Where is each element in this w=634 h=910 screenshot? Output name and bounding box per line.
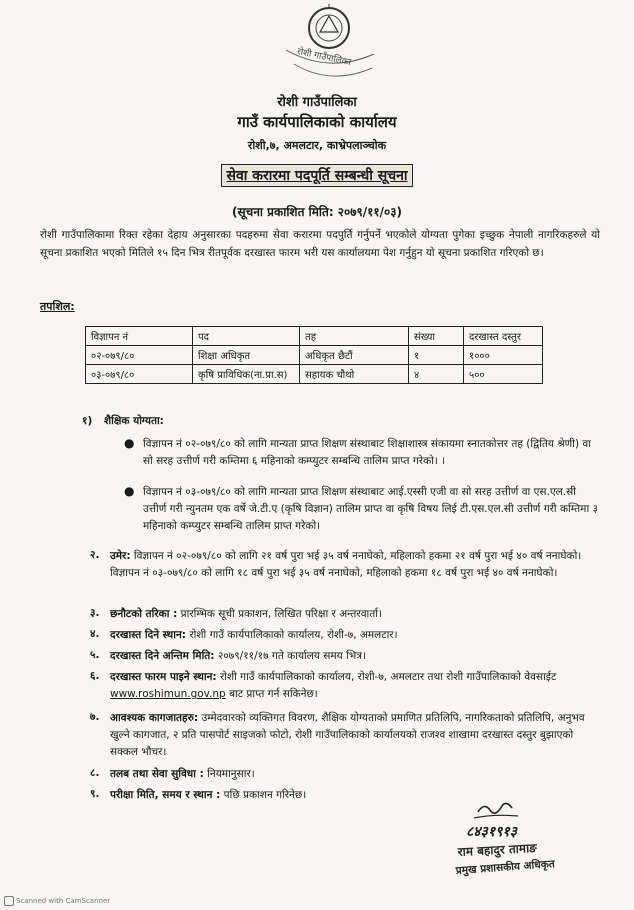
table-cell: ०२-०७९/८० [86,346,193,365]
table-row [86,346,543,365]
section-number: २. [90,549,100,561]
municipality-seal-icon [276,2,382,92]
deadline [110,648,598,665]
table-row [86,365,543,384]
section-number: ३. [90,607,100,619]
table-cell: ४ [409,365,464,384]
bullet-icon: ● [124,484,135,498]
table-cell: शिक्षा अधिकृत [193,346,300,365]
section-number: ६. [90,670,100,682]
salary-text: नियमानुसार। [207,768,255,780]
signature-stamp [438,800,598,882]
table-cell: कृषि प्राविधिक(ना.प्रा.स) [193,365,300,384]
section-number: ५. [90,649,100,661]
salary-label: तलब तथा सेवा सुविधा : [110,768,204,780]
office-name: गाउँ कार्यपालिकाको कार्यालय [237,113,397,131]
education-item: विज्ञापन नं ०३-०७९/८० को लागि मान्यता प्राप्त शिक्षण संस्थाबाट आई.एस्सी एजी वा सो सरह उत्तीर्ण वा एस.एल.सी उत्तीर्ण गरी न्युनतम एक वर्षे जे.टी.ए (कृषि विज्ञान) तालिम प्राप्त वा कृषि विषय लिई टी.एस.एल.सी उत्तीर्ण गरी कम्तिमा ३ महिनाको कम्प्युटर सम्बन्धि तालिम प्राप्त गरेको। [143,486,598,532]
details-label: तपशिल: [40,300,75,313]
seal-text: रोशी गाउँपालिका [296,46,352,69]
table-cell: सहायक चौथो [300,365,409,384]
deadline-label: दरखास्त दिने अन्तिम मिति: [110,650,215,662]
column-header: विज्ञापन नं [86,327,193,346]
required-documents [110,710,598,761]
camscanner-icon [4,896,14,906]
section-number: ९. [90,788,100,800]
selection-label: छनौटको तरिका : [110,608,178,620]
documents-text: उम्मेदवारको व्यक्तिगत विवरण, शैक्षिक योग्यताको प्रमाणित प्रतिलिपि, नागरिकताको प्रतिलिपि, अनुभव खुल्ने कागजात, २ प्रति पासपोर्ट साइजको फोटो, रोशी गाउँपालिकाको कार्यालयको राजश्व शाखामा दरखास्त दस्तुर बुझाएको सक्कल भौचर। [110,712,585,758]
signature-number: ८४३१९१३ [466,824,517,840]
municipality-name: रोशी गाउँपालिका [277,95,357,110]
table-cell: अधिकृत छैटौं [300,346,409,365]
form-source-text-end: बाट प्राप्त गर्न सकिनेछ। [229,688,318,700]
age-label: उमेर: [110,550,131,562]
column-header: संख्या [409,327,464,346]
website-link[interactable]: www.roshimun.gov.np [110,688,226,700]
column-header: पद [193,327,300,346]
table-cell: ५०० [464,365,543,384]
exam-text: पछि प्रकाशन गरिनेछ। [223,789,307,801]
form-source-label: दरखास्त फारम पाइने स्थान: [110,671,217,683]
column-header: तह [300,327,409,346]
submission-label: दरखास्त दिने स्थान: [110,629,187,641]
signature-title: प्रमुख प्रशासकीय अधिकृत [455,858,556,877]
documents-label: आवश्यक कागजातहरु: [110,712,199,724]
selection-text: प्रारम्भिक सूची प्रकाशन, लिखित परिक्षा र अन्तरवार्ता। [180,608,382,620]
signature-name: राम बहादुर तामाङ [457,840,538,859]
submission-text: रोशी गाउँ कार्यपालिकाको कार्यालय, रोशी-७, अमलटार। [189,629,398,641]
table-cell: १००० [464,346,543,365]
age-text: विज्ञापन नं ०२-०७९/८० को लागि २१ वर्ष पुरा भई ३५ वर्ष ननाघेको, महिलाको हकमा २१ वर्ष पुरा भई ४० वर्ष ननाघेको। विज्ञापन नं ०३-०७९/८० को लागि १८ वर्ष पुरा भई ३५ वर्ष ननाघेको, महिलाको हकमा १८ वर्ष पुरा भई ४० वर्ष ननाघेको। [110,550,582,579]
section-number: ८. [90,767,100,779]
table-cell: ०३-०७९/८० [86,365,193,384]
table-cell: १ [409,346,464,365]
education-heading: शैक्षिक योग्यता: [104,415,164,427]
section-number: १) [82,415,93,427]
vacancy-table [85,326,543,384]
scanner-watermark [4,896,110,906]
bullet-icon: ● [124,436,135,450]
deadline-text: २०७९/११/१७ गते कार्यालय समय भित्र। [217,650,366,662]
notice-subject: सेवा करारमा पदपूर्ति सम्बन्धी सूचना [221,164,412,187]
form-source-text: रोशी गाउँ कार्यपालिकाको कार्यालय, रोशी-७, अमलटार तथा रोशी गाउँपालिकाको वेवसाईट [219,671,557,683]
office-address: रोशी,७, अमलटार, काभ्रेपलाञ्चोक [247,139,387,152]
table-header-row [86,327,543,346]
intro-paragraph: रोशी गाउँपालिकामा रिक्त रहेका देहाय अनुसारका पदहरुमा सेवा करारमा पदपुर्ति गर्नुपर्ने भएकोले योग्यता पुगेका इच्छुक नेपाली नागरिकहरुले यो सूचना प्रकाशित भएको मितिले १५ दिन भित्र रीतपूर्वक दरखास्त फारम भरी यस कार्यालयमा पेश गर्नुहुन यो सूचना प्रकाशित गरिएको छ। [40,229,600,259]
submission-place [110,627,598,644]
published-date: (सूचना प्रकाशित मिति: २०७९/११/०३) [232,205,402,219]
section-number: ७. [90,711,100,723]
form-source [110,669,598,703]
exam-label: परीक्षा मिति, समय र स्थान : [110,789,221,801]
column-header: दरखास्त दस्तुर [464,327,543,346]
scanner-text: Scanned with CamScanner [16,897,111,905]
education-item: विज्ञापन नं ०२-०७९/८० को लागि मान्यता प्राप्त शिक्षण संस्थाबाट शिक्षाशास्त्र संकायमा स्नातकोत्तर तह (द्वितिय श्रेणी) वा सो सरह उत्तीर्ण गरी कम्तिमा ६ महिनाको कम्प्युटर सम्बन्धि तालिम प्राप्त गरेको। । [143,438,591,467]
selection-method [110,606,598,623]
section-number: ४. [90,628,100,640]
age-requirement [110,548,598,582]
salary-benefits [110,766,598,783]
